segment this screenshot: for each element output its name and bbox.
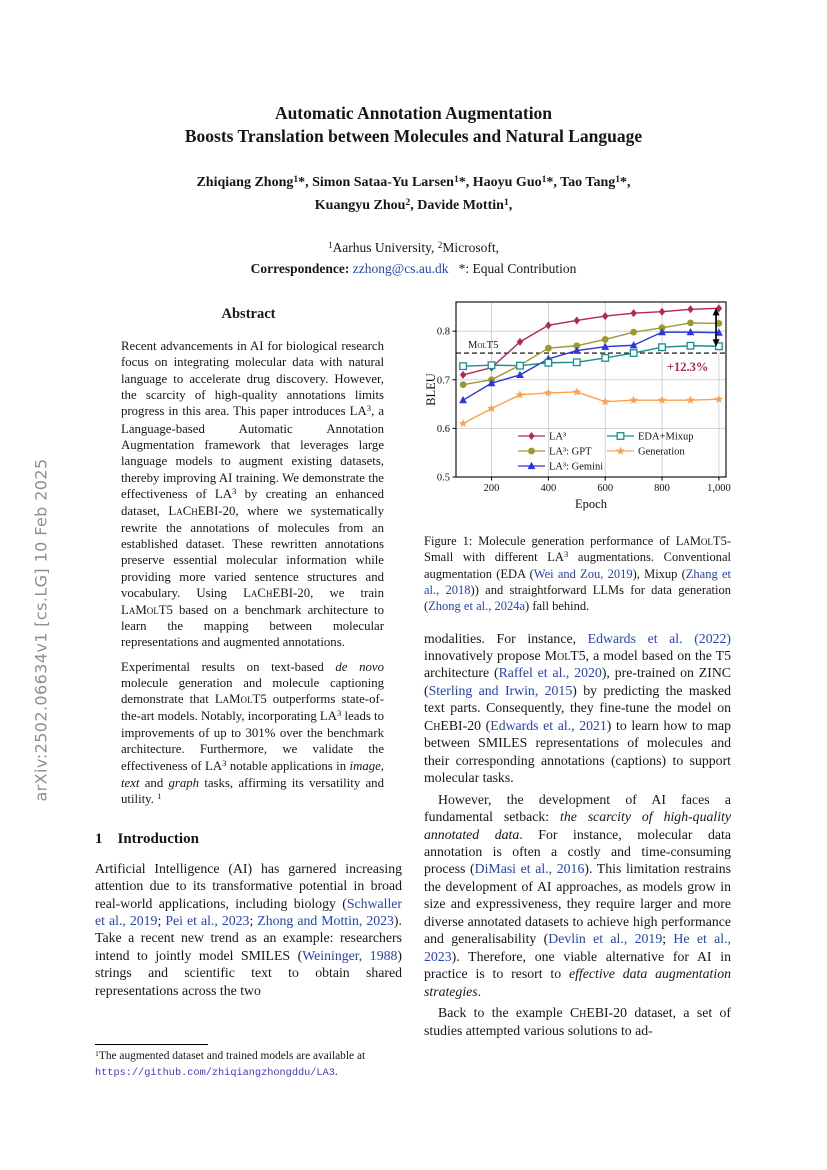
marker-circle xyxy=(602,336,609,343)
x-tick-label: 200 xyxy=(483,483,500,494)
text-segment: 2 xyxy=(405,197,411,208)
text-segment: . xyxy=(334,1065,338,1078)
arxiv-banner-text: arXiv:2502.06634v1 [cs.LG] 10 Feb 2025 xyxy=(31,458,51,802)
text-segment: tasks, affirming its versatility and utility. xyxy=(121,775,384,807)
marker-square-open xyxy=(460,363,467,370)
text-segment: 1 xyxy=(293,174,299,185)
marker-star xyxy=(686,396,695,404)
marker-square-open xyxy=(617,433,624,440)
section-title: Introduction xyxy=(117,830,199,847)
text-segment: MolT5 xyxy=(544,647,586,663)
text-segment: *: Equal Contribution xyxy=(448,261,577,276)
body-paragraph-3 xyxy=(424,1004,731,1039)
marker-circle xyxy=(460,381,467,388)
text-segment: LaMolT5 xyxy=(214,692,267,707)
section-number: 1 xyxy=(95,830,103,847)
x-tick-label: 800 xyxy=(654,483,670,494)
text-segment: . For instance, molecular data annotation is often a costly and time-consuming process ( xyxy=(424,826,731,877)
citation-link[interactable]: Zhong and Mottin, 2023 xyxy=(257,912,394,928)
marker-triangle xyxy=(516,371,524,378)
text-segment: , xyxy=(508,198,513,213)
y-axis-label: BLEU xyxy=(424,373,438,406)
text-segment: Zhiqiang Zhong xyxy=(196,175,294,190)
text-segment: Haoyu Guo xyxy=(472,175,542,190)
text-segment: , we train xyxy=(310,586,384,601)
citation-link[interactable]: DiMasi et al., 2016 xyxy=(474,861,585,877)
text-segment: and xyxy=(139,775,169,790)
x-tick-label: 1,000 xyxy=(707,483,731,494)
marker-diamond xyxy=(602,312,608,320)
y-tick-label: 0.6 xyxy=(436,423,450,435)
citation-link[interactable]: Schwaller et al., 2019 xyxy=(95,895,402,928)
marker-diamond xyxy=(528,432,534,440)
footnote xyxy=(95,1044,402,1080)
section-heading-introduction xyxy=(95,831,402,848)
marker-circle xyxy=(687,320,694,327)
text-segment: ( xyxy=(481,717,491,733)
text-segment: *, xyxy=(458,175,473,190)
text-segment: ; xyxy=(157,912,166,928)
improvement-annotation: +12.3% xyxy=(666,360,709,375)
y-tick-label: 0.5 xyxy=(436,472,450,484)
abstract-paragraph-2 xyxy=(121,659,384,809)
y-tick-label: 0.7 xyxy=(436,375,450,387)
text-segment: *, xyxy=(546,175,561,190)
x-axis-label: Epoch xyxy=(575,497,607,511)
marker-square-open xyxy=(687,342,694,349)
text-segment: LaMolT5 xyxy=(121,602,173,617)
citation-link[interactable]: He et al., 2023 xyxy=(424,931,731,964)
authors-line-1 xyxy=(0,172,827,195)
marker-star xyxy=(616,446,625,454)
text-segment: Recent advancements in AI for biological research focus on integrating molecular data with natural language to accelerate drug discovery. However, the scarcity of high-quality annotations limits progress in this area. This paper introduces LA xyxy=(121,339,384,419)
text-segment: by creating an enhanced dataset, xyxy=(121,487,384,519)
citation-link[interactable]: Zhang et al., 2018 xyxy=(424,566,731,597)
text-segment: de novo xyxy=(335,659,384,674)
marker-square-open xyxy=(545,359,552,366)
figure1-caption xyxy=(424,534,731,615)
text-segment: Microsoft, xyxy=(442,240,500,255)
text-segment: Figure 1: Molecule generation performance of xyxy=(424,534,676,548)
text-segment: based on a benchmark architecture to learn the mapping between molecular representations and augmented annotations. xyxy=(121,602,384,650)
body-paragraph-1 xyxy=(424,630,731,787)
x-tick-label: 600 xyxy=(597,483,614,494)
text-segment: ; xyxy=(662,931,674,947)
citation-link[interactable]: Pei et al., 2023 xyxy=(165,912,250,928)
legend-label: Generation xyxy=(638,446,685,458)
citation-link[interactable]: zzhong@cs.au.dk xyxy=(352,261,449,276)
y-tick-label: 0.8 xyxy=(436,326,450,338)
text-segment: Correspondence: xyxy=(250,261,353,276)
text-segment: 3 xyxy=(336,707,342,718)
citation-link[interactable]: https://github.com/zhiqiangzhongddu/LA3 xyxy=(95,1066,335,1079)
text-segment: LaChEBI-20 xyxy=(168,504,236,519)
text-segment: The augmented dataset and trained models are available at xyxy=(98,1050,366,1062)
text-segment: image xyxy=(349,758,381,773)
text-segment: 1 xyxy=(327,239,333,250)
introduction-paragraph-1 xyxy=(95,860,402,1000)
marker-circle xyxy=(630,329,637,336)
series-Generation xyxy=(463,392,719,424)
marker-square-open xyxy=(488,362,495,369)
legend-label: EDA+Mixup xyxy=(638,431,694,443)
text-segment: notable applications in xyxy=(226,758,350,773)
text-segment: ), pre-trained on ZINC ( xyxy=(424,665,731,698)
text-segment: 3 xyxy=(231,486,237,497)
text-segment: , xyxy=(380,758,384,773)
marker-square-open xyxy=(659,344,666,351)
marker-diamond xyxy=(574,316,580,324)
text-segment: Experimental results on text-based xyxy=(121,659,336,674)
arxiv-sidebar xyxy=(24,380,58,880)
text-segment: 3 xyxy=(366,403,372,414)
text-segment: )) and straightforward LLMs for data generation ( xyxy=(424,582,731,613)
marker-star xyxy=(516,390,525,398)
text-segment: , a Language-based Automatic Annotation Augmentation framework that leverages large language models to augment existing datasets, thereby improving AI training. We demonstrate the effectiveness of LA xyxy=(121,404,384,502)
text-segment: ; xyxy=(249,912,258,928)
abstract-heading: Abstract xyxy=(221,306,276,322)
marker-diamond xyxy=(659,308,665,316)
text-segment: Tao Tang xyxy=(560,175,616,190)
text-segment: outperforms state-of-the-art models. Notably, incorporating LA xyxy=(121,692,384,723)
text-segment: , a model based on the T5 architecture ( xyxy=(424,647,731,681)
correspondence-line xyxy=(0,259,827,279)
text-segment: ). Therefore, one viable alternative for AI in practice is to resort to xyxy=(424,948,731,982)
marker-star xyxy=(572,387,581,395)
text-segment: ) fall behind. xyxy=(525,598,590,613)
marker-square-open xyxy=(517,362,524,369)
citation-link[interactable]: Edwards et al., 2021 xyxy=(490,717,607,733)
text-segment: graph xyxy=(168,775,200,790)
text-segment: However, the development of AI faces a fundamental setback: xyxy=(424,791,731,825)
text-segment: *, xyxy=(620,175,631,190)
text-segment: 2 xyxy=(437,239,443,250)
citation-link[interactable]: Weininger, 1988 xyxy=(302,947,398,963)
body-paragraph-2 xyxy=(424,791,731,1000)
text-segment: modalities. For instance, xyxy=(424,630,588,646)
text-segment: ChEBI-20 xyxy=(569,1005,628,1021)
text-segment: Back to the example xyxy=(438,1005,570,1021)
text-segment: Kuangyu Zhou xyxy=(314,198,406,213)
title-line-1: Automatic Annotation Augmentation xyxy=(274,103,553,123)
text-segment: augmentations. Conventional augmentation (EDA ( xyxy=(424,549,731,581)
text-segment: LaMolT5 xyxy=(675,534,727,548)
legend-label: LA³ xyxy=(549,431,567,443)
citation-link[interactable]: Zhong et al., 2024a xyxy=(428,598,526,613)
text-segment: leads to improvements of up to 301% over the benchmark architecture. Furthermore, we validate the effectiveness of LA xyxy=(121,708,384,773)
text-segment: , where we systematically rewrite the annotations of molecules from an established dataset. These rewritten annotations preserve essential molecular information while providing more varied sentence structures and vocabulary. Using xyxy=(121,504,384,601)
citation-link[interactable]: Edwards et al. (2022) xyxy=(587,630,731,646)
marker-circle xyxy=(528,448,535,455)
citation-link[interactable]: Devlin et al., 2019 xyxy=(548,931,663,947)
text-segment: the scarcity of high-quality annotated data xyxy=(424,809,732,842)
marker-square-open xyxy=(573,359,580,366)
title-line-2: Boosts Translation between Molecules and Natural Language xyxy=(184,126,643,146)
citation-link[interactable]: Raffel et al., 2020 xyxy=(498,665,602,681)
text-segment: ChEBI-20 xyxy=(424,717,482,733)
affiliation-line xyxy=(0,238,827,259)
marker-diamond xyxy=(630,309,636,317)
text-segment: Aarhus University, xyxy=(332,240,438,255)
x-tick-label: 400 xyxy=(540,483,557,494)
legend-label: LA³: Gemini xyxy=(549,461,604,473)
text-segment: -Small with different LA xyxy=(424,534,731,564)
paper-header xyxy=(0,0,827,279)
abstract-paragraph-1 xyxy=(121,338,384,651)
marker-star xyxy=(629,396,638,404)
text-segment: effective data augmentation strategies xyxy=(424,966,731,999)
text-segment: LaChEBI-20 xyxy=(243,586,311,601)
text-segment: 1 xyxy=(503,197,509,208)
marker-diamond xyxy=(460,371,466,379)
citation-link[interactable]: Wei and Zou, 2019 xyxy=(533,566,633,581)
text-segment: innovatively propose xyxy=(424,647,545,663)
authors-line-2 xyxy=(0,195,827,218)
text-segment: 1 xyxy=(95,1048,99,1058)
text-segment: . xyxy=(477,983,482,999)
marker-square-open xyxy=(630,350,637,357)
footnote-text xyxy=(95,1049,402,1080)
marker-diamond xyxy=(545,321,551,329)
paper-title xyxy=(0,102,827,148)
text-segment: *, xyxy=(298,175,313,190)
text-segment: 1 xyxy=(453,174,459,185)
marker-triangle xyxy=(459,396,467,403)
marker-circle xyxy=(545,345,552,352)
text-segment: ). This limitation restrains the development of AI approaches, as models grow in size and expressiveness, they require larger and more diverse annotated datasets to achieve high performance and generalisability ( xyxy=(424,861,732,947)
text-segment: Davide Mottin xyxy=(417,198,504,213)
right-column xyxy=(424,294,731,1039)
text-segment: 3 xyxy=(222,757,227,768)
text-segment: 1 xyxy=(541,174,547,185)
citation-link[interactable]: Sterling and Irwin, 2015 xyxy=(428,682,573,698)
figure1-line-chart xyxy=(424,294,731,520)
text-segment: ) by predicting the masked text parts. Consequently, they fine-tune the model on xyxy=(424,682,732,716)
text-segment: ) strings and scientific text to obtain shared representations across the two xyxy=(95,947,403,998)
text-segment: ), Mixup ( xyxy=(632,566,686,581)
text-segment: text xyxy=(121,775,140,790)
baseline-label: MolT5 xyxy=(468,340,499,352)
marker-diamond xyxy=(687,305,693,313)
text-segment: 1 xyxy=(615,174,621,185)
text-segment: molecule generation and molecule captioning demonstrate that xyxy=(121,675,384,707)
text-segment: , xyxy=(410,198,418,213)
author-list xyxy=(0,172,827,218)
left-column xyxy=(95,306,402,999)
marker-star xyxy=(459,419,468,427)
text-segment: Artificial Intelligence (AI) has garnered increasing attention due to its transformative potential in broad real-world applications, including biology ( xyxy=(95,860,402,911)
text-segment: 1 xyxy=(157,791,162,802)
figure1 xyxy=(424,294,731,615)
text-segment: ) to learn how to map between SMILES representations of molecules and their corresponding annotations (captions) to support molecular tasks. xyxy=(424,717,732,786)
legend-label: LA³: GPT xyxy=(549,446,592,458)
text-segment: dataset, a set of studies attempted various solutions to ad- xyxy=(424,1005,732,1038)
affiliation-block xyxy=(0,238,827,279)
text-segment: 3 xyxy=(563,549,569,560)
marker-square-open xyxy=(602,355,609,362)
text-segment: ). Take a recent new trend as an example: researchers intend to jointly model SMILES ( xyxy=(95,912,402,963)
text-segment: Simon Sataa-Yu Larsen xyxy=(312,175,454,190)
footnote-rule xyxy=(95,1044,208,1045)
